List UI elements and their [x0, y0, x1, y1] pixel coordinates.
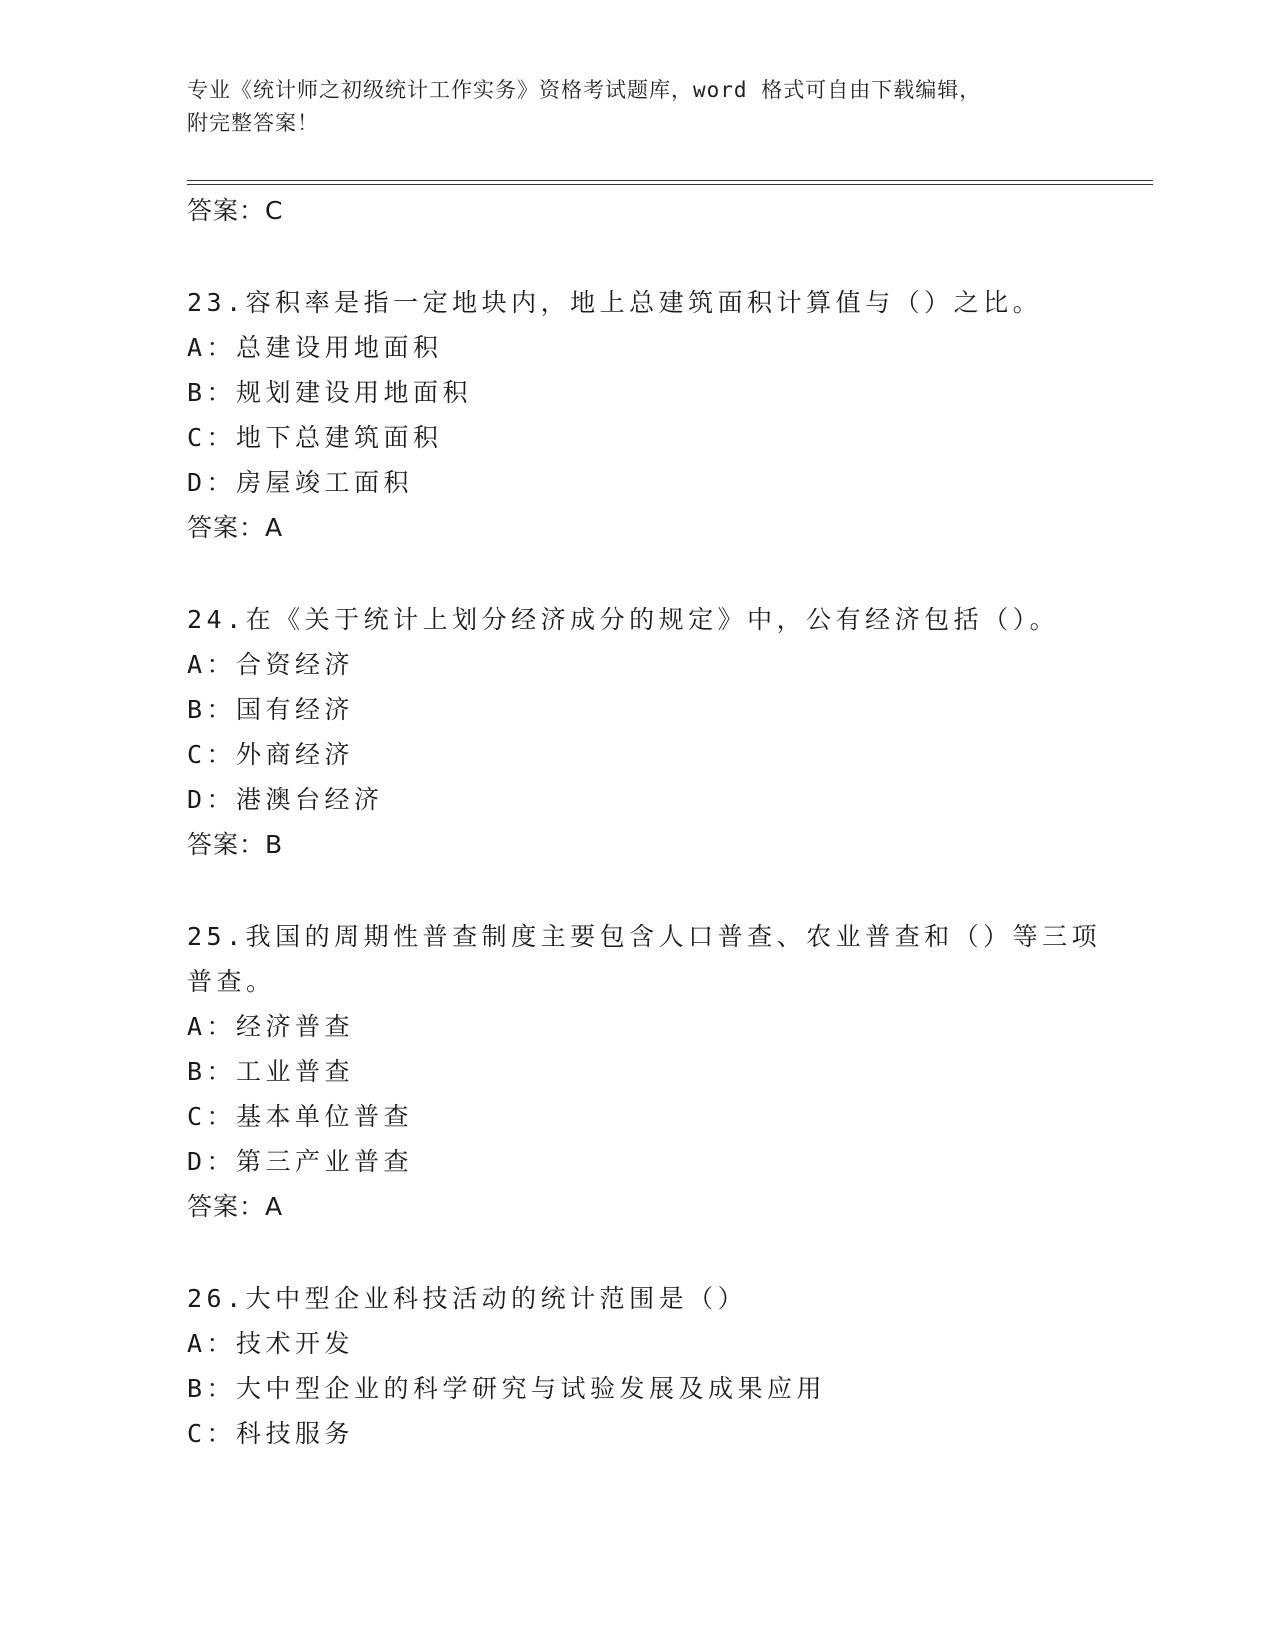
- spacer: [187, 867, 1147, 914]
- option-b: B：工业普查: [187, 1057, 355, 1086]
- answer-line: 答案：A: [187, 1192, 284, 1221]
- question-stem: 23.容积率是指一定地块内，地上总建筑面积计算值与（）之比。: [187, 288, 1043, 317]
- option-a: A：经济普查: [187, 1012, 355, 1041]
- answer-line: 答案：A: [187, 513, 284, 542]
- question-stem: 26.大中型企业科技活动的统计范围是（）: [187, 1284, 748, 1313]
- question-list: [187, 188, 1147, 1456]
- header-divider-bottom: [187, 184, 1153, 185]
- question-block-23: [187, 280, 1147, 550]
- spacer: [187, 233, 1147, 280]
- option-d: D：港澳台经济: [187, 785, 384, 814]
- option-a: A：合资经济: [187, 650, 355, 679]
- option-a: A：技术开发: [187, 1329, 355, 1358]
- option-b: B：大中型企业的科学研究与试验发展及成果应用: [187, 1374, 827, 1403]
- question-block-24: [187, 597, 1147, 867]
- question-stem-line-1: 25.我国的周期性普查制度主要包含人口普查、农业普查和（）等三项: [187, 922, 1102, 951]
- spacer: [187, 550, 1147, 597]
- question-block-26: [187, 1276, 1147, 1456]
- answer-line: 答案：C: [187, 196, 284, 225]
- option-b: B：规划建设用地面积: [187, 378, 473, 407]
- question-stem-line-2: 普查。: [187, 967, 276, 996]
- question-stem: 24.在《关于统计上划分经济成分的规定》中，公有经济包括（）。: [187, 605, 1060, 634]
- document-header: [187, 74, 1087, 140]
- question-block-25: [187, 914, 1147, 1229]
- option-c: C：基本单位普查: [187, 1102, 414, 1131]
- option-c: C：地下总建筑面积: [187, 423, 443, 452]
- option-b: B：国有经济: [187, 695, 355, 724]
- header-line-1: 专业《统计师之初级统计工作实务》资格考试题库，word 格式可自由下载编辑，: [187, 78, 982, 102]
- option-a: A：总建设用地面积: [187, 333, 443, 362]
- spacer: [187, 1229, 1147, 1276]
- header-line-2: 附完整答案！: [187, 111, 319, 135]
- option-d: D：房屋竣工面积: [187, 468, 414, 497]
- header-divider-top: [187, 180, 1153, 181]
- option-d: D：第三产业普查: [187, 1147, 414, 1176]
- option-c: C：科技服务: [187, 1419, 355, 1448]
- option-c: C：外商经济: [187, 740, 355, 769]
- answer-line: 答案：B: [187, 830, 284, 859]
